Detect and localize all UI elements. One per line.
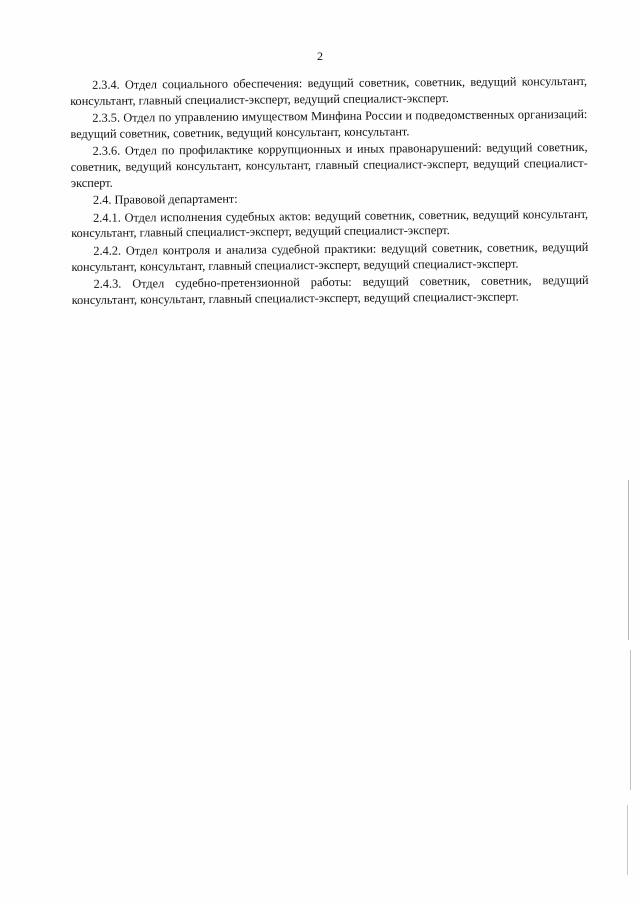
paragraph-2-3-5: 2.3.5. Отдел по управлению имуществом Минфина России и подведомственных организаций: ведущий советник, советник, ведущий консультант, консультант. [70,107,588,141]
scan-edge-mark [627,805,628,875]
page-number: 2 [317,49,323,63]
scan-edge-mark [630,650,631,790]
scan-edge-mark [628,480,629,640]
paragraph-2-4-3: 2.4.3. Отдел судебно-претензионной работы: ведущий советник, советник, ведущий консультант, консультант, главный специалист-эксперт, ведущий специалист-эксперт. [71,273,589,307]
paragraph-2-4-1: 2.4.1. Отдел исполнения судебных актов: ведущий советник, советник, ведущий консультант, консультант, главный специалист-эксперт, ведущий специалист-эксперт. [71,206,589,241]
paragraph-2-4-2: 2.4.2. Отдел контроля и анализа судебной практики: ведущий советник, советник, ведущий консультант, консультант, главный специалист-эксперт, ведущий специалист-эксперт. [71,239,589,274]
paragraph-2-3-6: 2.3.6. Отдел по профилактике коррупционных и иных правонарушений: ведущий советник, советник, ведущий консультант, консультант, главный специалист-эксперт, ведущий специалист-эксперт. [70,140,588,190]
section-heading-2-4: 2.4. Правовой департамент: [92,191,238,207]
document-body [70,74,589,310]
paragraph-2-3-4: 2.3.4. Отдел социального обеспечения: ведущий советник, советник, ведущий консультант, консультант, главный специалист-эксперт, ведущий специалист-эксперт. [70,73,588,108]
